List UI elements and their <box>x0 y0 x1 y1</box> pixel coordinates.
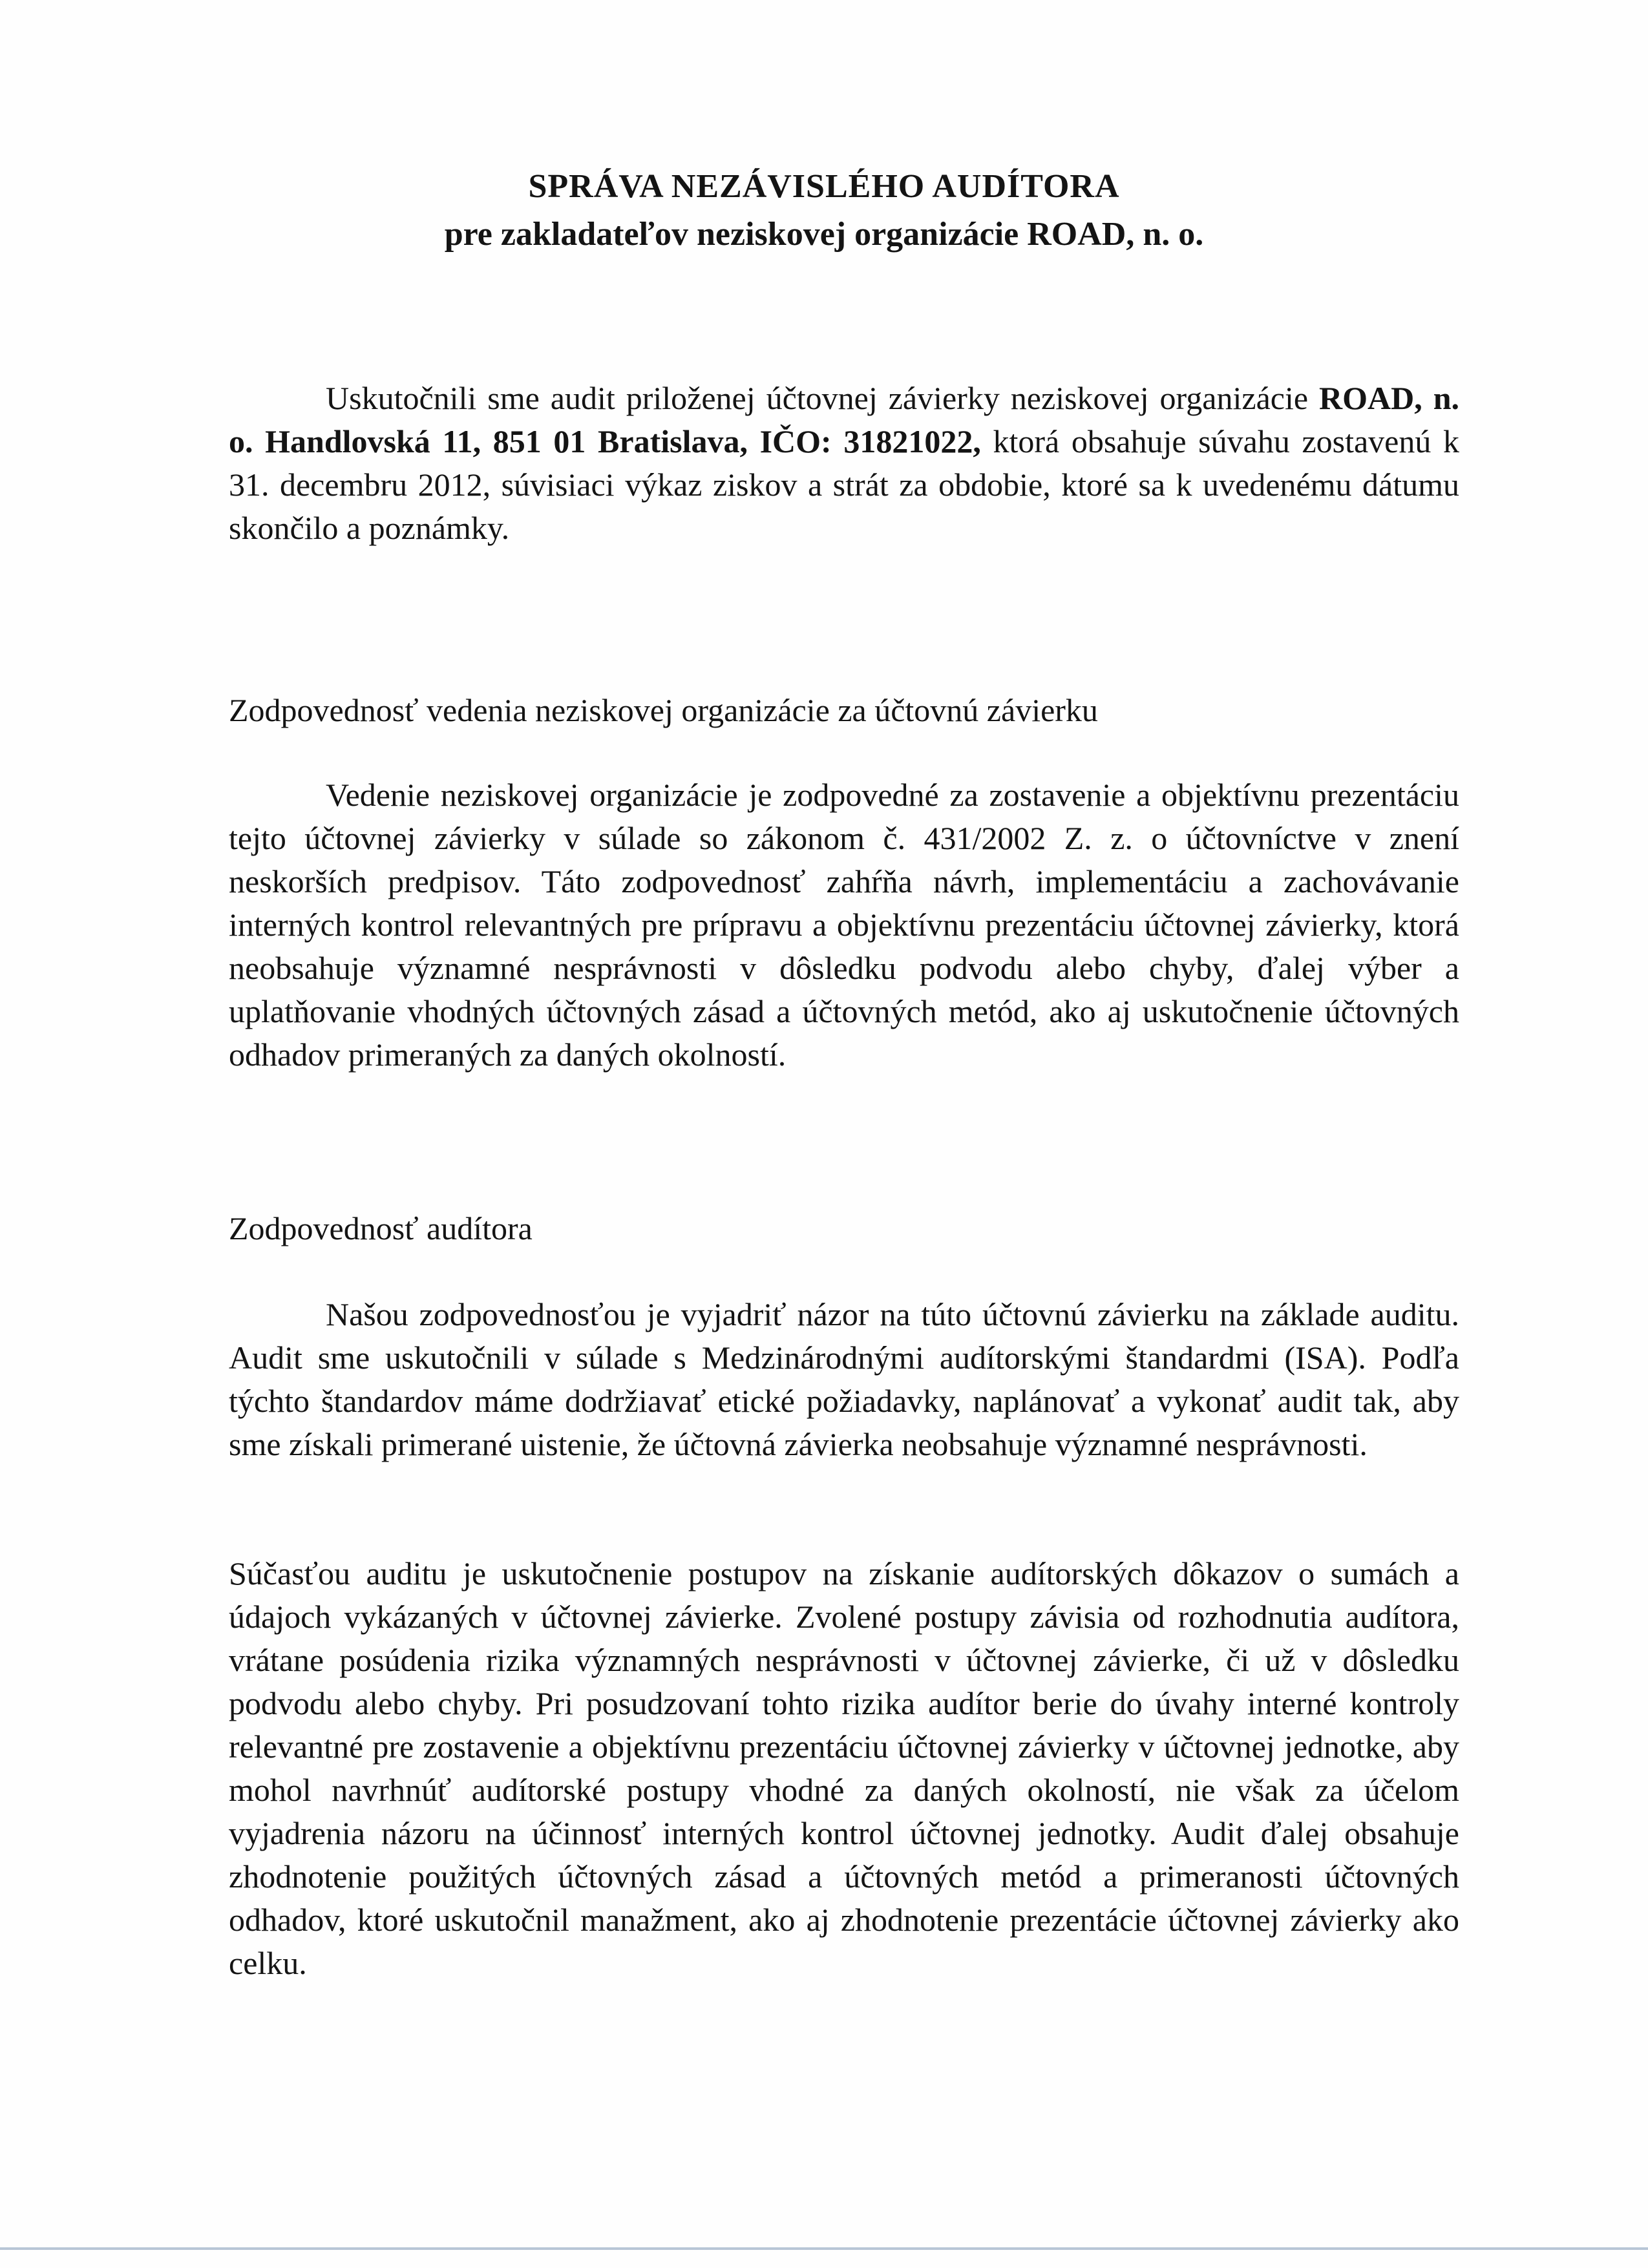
paragraph-management-responsibility: Vedenie neziskovej organizácie je zodpovedné za zostavenie a objektívnu prezentáciu tejto účtovnej závierky v súlade so zákonom č. 431/2002 Z. z. o účtovníctve v znení neskorších predpisov. Táto zodpovednosť zahŕňa návrh, implementáciu a zachovávanie interných kontrol relevantných pre prípravu a objektívnu prezentáciu účtovnej závierky, ktorá neobsahuje významné nesprávnosti v dôsledku podvodu alebo chyby, ďalej výber a uplatňovanie vhodných účtovných zásad a účtovných metód, ako aj uskutočnenie účtovných odhadov primeraných za daných okolností. <box>229 777 1459 1073</box>
organization-identification: ROAD, n. o. Handlovská 11, 851 01 Bratislava, IČO: 31821022, <box>229 380 1459 459</box>
intro-text-part-1: Uskutočnili sme audit priloženej účtovnej závierky neziskovej organizácie <box>326 380 1320 416</box>
paragraph-auditor-responsibility-1: Našou zodpovednosťou je vyjadriť názor na túto účtovnú závierku na základe auditu. Audit sme uskutočnili v súlade s Medzinárodnými audítorskými štandardmi (ISA). Podľa týchto štandardov máme dodržiavať etické požiadavky, naplánovať a vykonať audit tak, aby sme získali primerané uistenie, že účtovná závierka neobsahuje významné nesprávnosti. <box>229 1296 1459 1462</box>
bottom-edge-line <box>0 2247 1648 2250</box>
title-line-1: SPRÁVA NEZÁVISLÉHO AUDÍTORA <box>528 168 1120 205</box>
paragraph-auditor-responsibility-2: Súčasťou auditu je uskutočnenie postupov na získanie audítorských dôkazov o sumách a údajoch vykázaných v účtovnej závierke. Zvolené postupy závisia od rozhodnutia audítora, vrátane posúdenia rizika významných nesprávnosti v účtovnej závierke, či už v dôsledku podvodu alebo chyby. Pri posudzovaní tohto rizika audítor berie do úvahy interné kontroly relevantné pre zostavenie a objektívnu prezentáciu účtovnej závierky v účtovnej jednotke, aby mohol navrhnúť audítorské postupy vhodné za daných okolností, nie však za účelom vyjadrenia názoru na účinnosť interných kontrol účtovnej jednotky. Audit ďalej obsahuje zhodnotenie použitých účtovných zásad a účtovných metód a primeranosti účtovných odhadov, ktoré uskutočnil manažment, ako aj zhodnotenie prezentácie účtovnej závierky ako celku. <box>229 1555 1459 1981</box>
intro-text-part-2: ktorá obsahuje súvahu zostavenú k 31. decembru 2012, súvisiaci výkaz ziskov a strát za obdobie, ktoré sa k uvedenému dátumu skončilo a poznámky. <box>229 423 1459 546</box>
intro-paragraph <box>229 377 1459 550</box>
heading-management-responsibility: Zodpovednosť vedenia neziskovej organizácie za účtovnú závierku <box>229 692 1098 728</box>
heading-auditor-responsibility: Zodpovednosť audítora <box>229 1210 533 1246</box>
report-title <box>0 163 1648 258</box>
title-line-2: pre zakladateľov neziskovej organizácie ROAD, n. o. <box>444 216 1204 253</box>
